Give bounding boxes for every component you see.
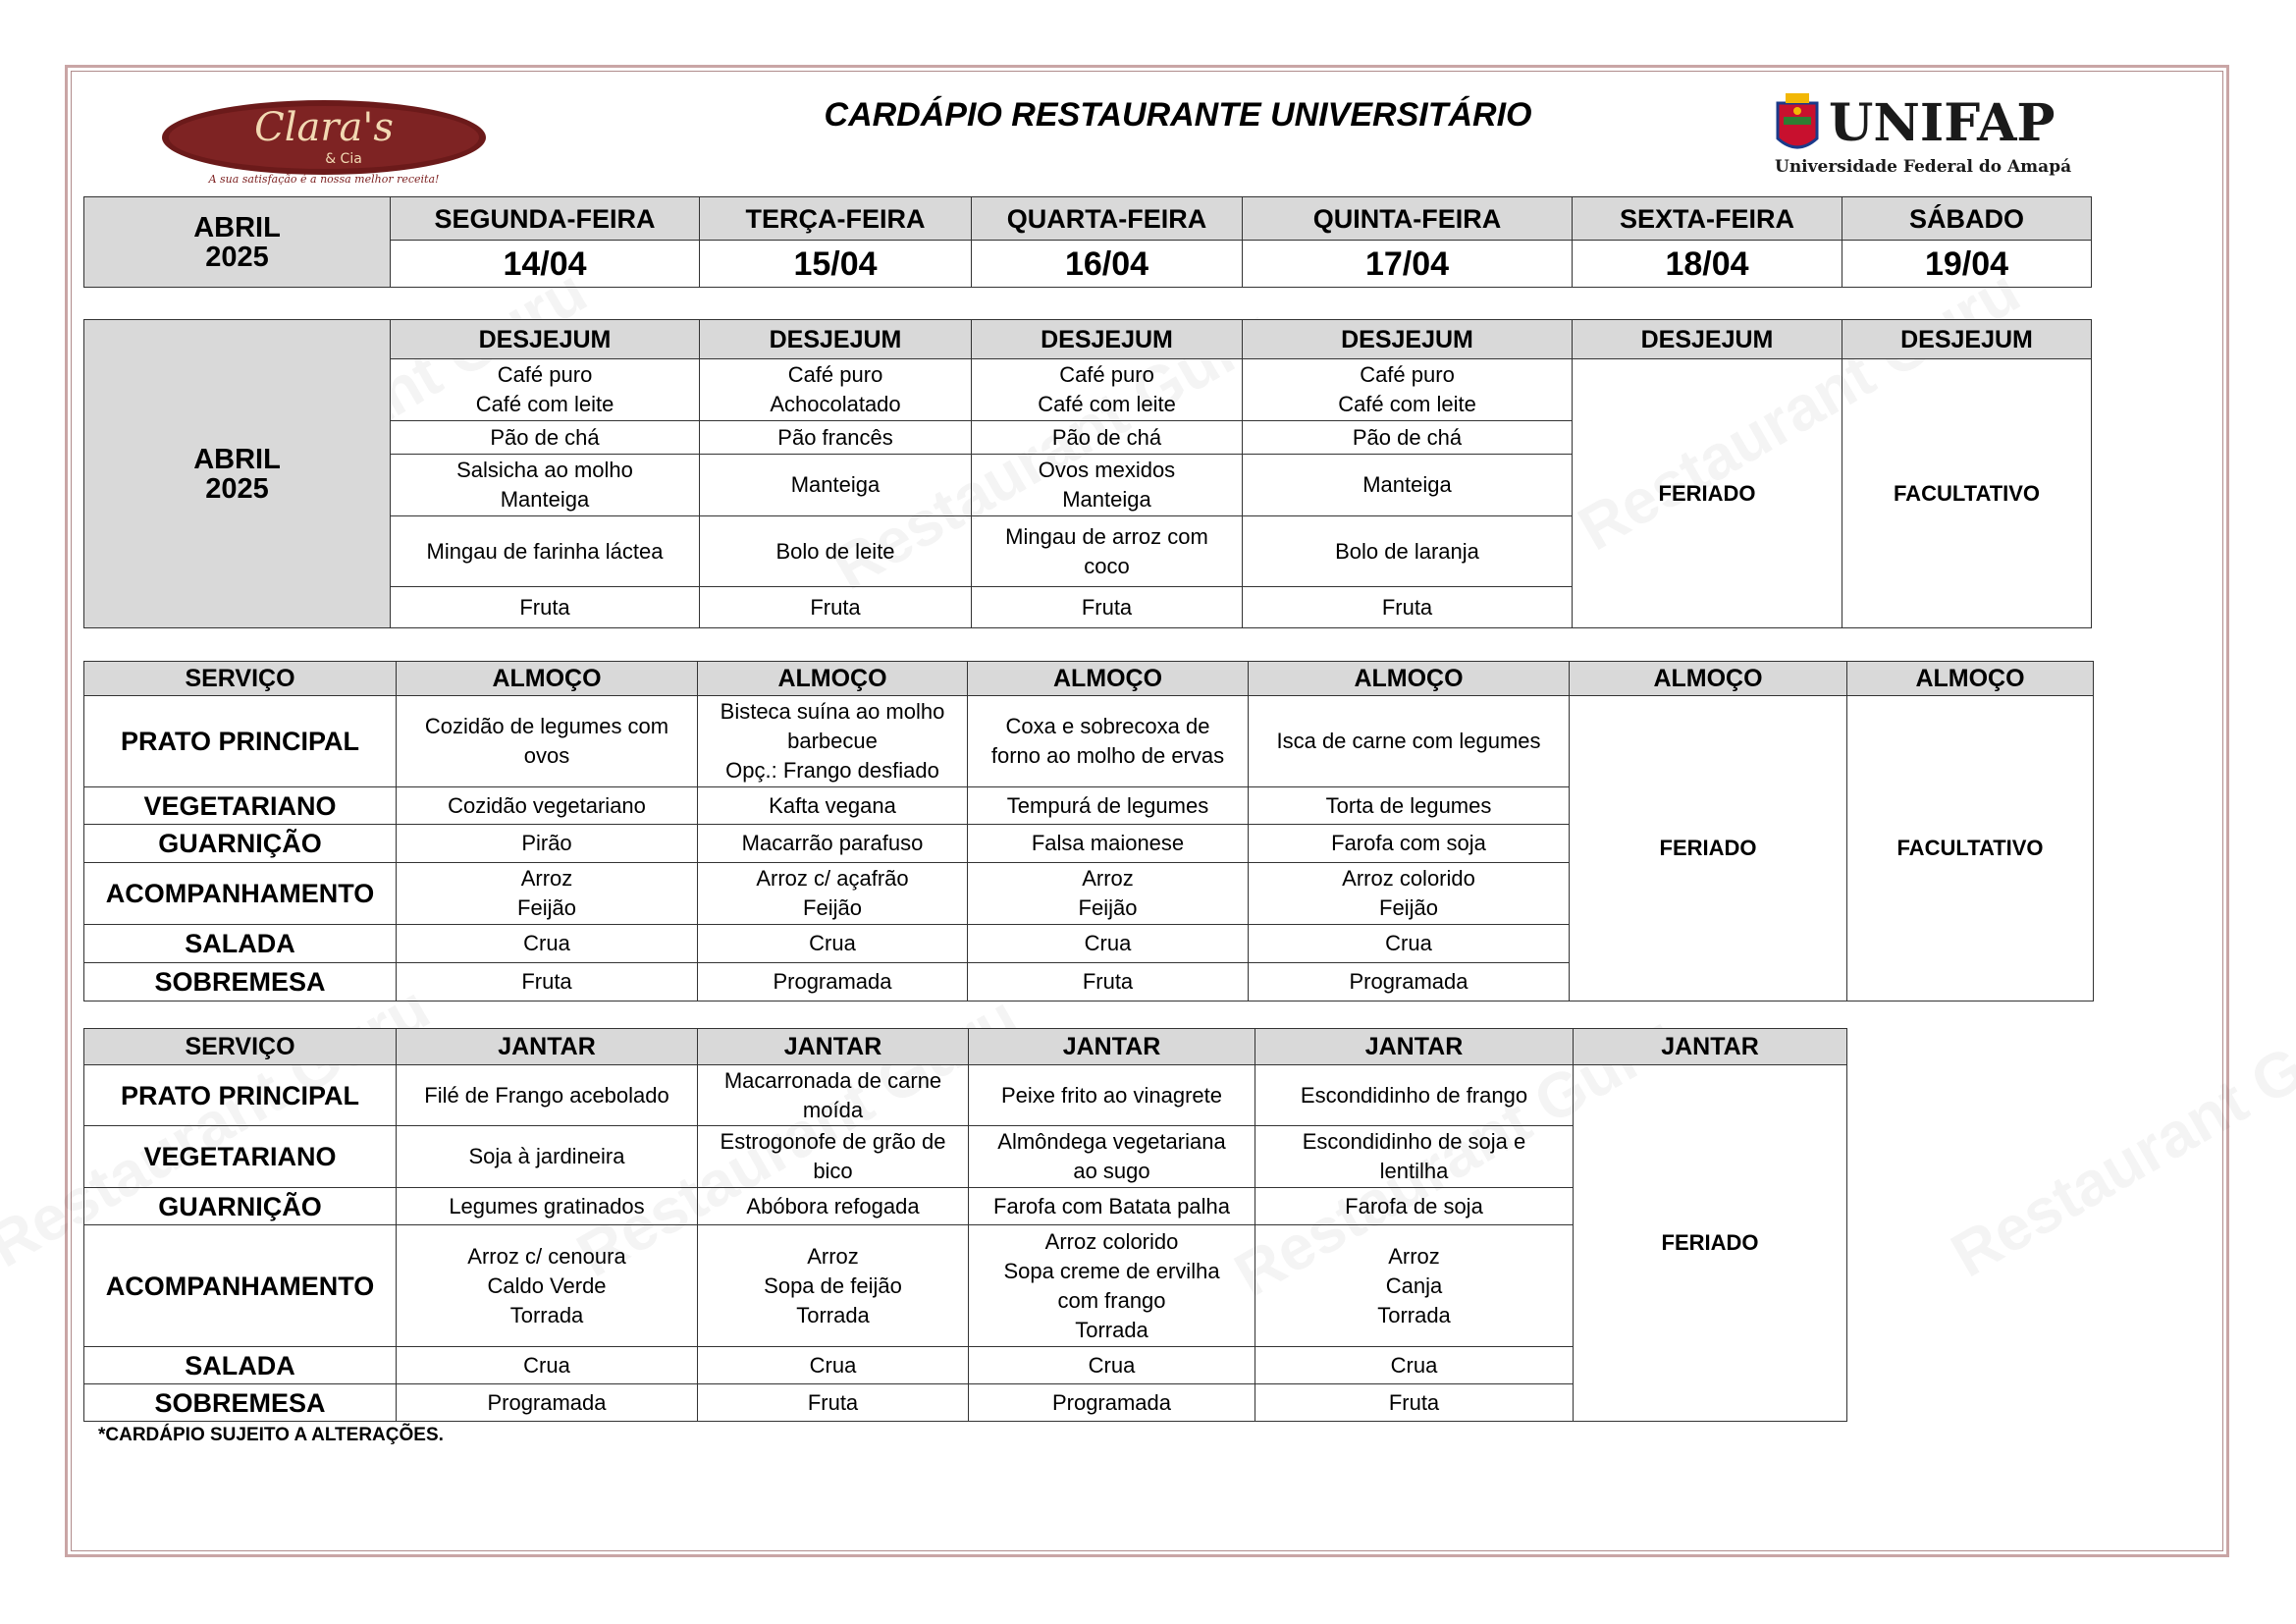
menu-item-text: Coxa e sobrecoxa de — [1005, 714, 1210, 738]
menu-cell — [397, 1065, 698, 1126]
menu-cell — [1249, 696, 1570, 787]
dinner-header: JANTAR — [1255, 1029, 1574, 1065]
menu-item-text: Arroz — [807, 1243, 859, 1269]
menu-item-text: Manteiga — [1362, 472, 1452, 497]
menu-cell — [1243, 421, 1573, 455]
logo-name: Clara's — [254, 105, 394, 150]
menu-item-text: Sopa de feijão — [764, 1272, 902, 1298]
dinner-table — [83, 1028, 1847, 1422]
menu-item-text: Crua — [1088, 1352, 1136, 1378]
menu-item-text: Café com leite — [1038, 392, 1176, 416]
menu-cell — [1249, 925, 1570, 963]
menu-cell — [1255, 1347, 1574, 1384]
logo-unifap: UNIFAP — [1829, 93, 2056, 153]
menu-item-text: Escondidinho de frango — [1300, 1082, 1528, 1108]
menu-item-text: Estrogonofe de grão de — [720, 1129, 946, 1154]
footer-note: *CARDÁPIO SUJEITO A ALTERAÇÕES. — [98, 1425, 444, 1445]
menu-item-text: Mingau de arroz com — [1005, 523, 1208, 549]
menu-item-text: Bisteca suína ao molho — [720, 699, 945, 724]
menu-item-text: Crua — [809, 931, 856, 955]
day-date: 19/04 — [1842, 241, 2092, 288]
menu-item-text: Fruta — [521, 969, 572, 994]
menu-item-text: Farofa de soja — [1345, 1193, 1483, 1218]
menu-cell — [969, 1126, 1255, 1188]
friday-holiday: FERIADO — [1574, 1065, 1847, 1422]
menu-item-text: Feijão — [1078, 895, 1138, 920]
menu-item-text: Torrada — [1377, 1302, 1451, 1327]
menu-cell — [397, 696, 698, 787]
day-name: QUINTA-FEIRA — [1243, 197, 1573, 241]
day-name: TERÇA-FEIRA — [700, 197, 972, 241]
week-header-table — [83, 196, 2092, 288]
claras-logo — [157, 96, 491, 185]
menu-item-text: Pão de chá — [490, 424, 600, 450]
menu-cell — [968, 825, 1249, 863]
menu-item-text: Programada — [1349, 969, 1468, 994]
breakfast-header: DESJEJUM — [1243, 320, 1573, 359]
row-label: VEGETARIANO — [84, 787, 397, 825]
menu-item-text: Pão francês — [777, 424, 893, 450]
menu-item-text: moída — [802, 1097, 864, 1122]
row-label: SALADA — [84, 925, 397, 963]
lunch-table — [83, 661, 2094, 1001]
menu-item-text: Abóbora refogada — [746, 1193, 920, 1218]
menu-item-text: Pirão — [521, 831, 572, 855]
menu-cell — [972, 455, 1243, 516]
menu-item-text: Feijão — [1379, 895, 1438, 920]
menu-cell — [1249, 825, 1570, 863]
menu-cell — [968, 925, 1249, 963]
menu-cell — [700, 359, 972, 421]
day-name: SEGUNDA-FEIRA — [391, 197, 700, 241]
menu-cell — [1243, 516, 1573, 587]
lunch-header: ALMOÇO — [1249, 662, 1570, 696]
menu-item-text: Arroz colorido — [1342, 866, 1475, 891]
menu-item-text: Ovos mexidos — [1038, 458, 1176, 482]
breakfast-header: DESJEJUM — [1842, 320, 2092, 359]
menu-cell — [969, 1347, 1255, 1384]
lunch-header: ALMOÇO — [397, 662, 698, 696]
menu-item-text: forno ao molho de ervas — [990, 743, 1225, 768]
menu-item-text: Peixe frito ao vinagrete — [1000, 1082, 1223, 1108]
menu-item-text: Bolo de leite — [775, 538, 895, 564]
menu-cell — [1255, 1384, 1574, 1422]
menu-cell — [968, 696, 1249, 787]
menu-item-text: com frango — [1057, 1287, 1166, 1313]
menu-cell — [969, 1225, 1255, 1347]
menu-item-text: Cozidão vegetariano — [448, 792, 646, 818]
menu-item-text: Macarronada de carne — [723, 1067, 942, 1093]
menu-item-text: Soja à jardineira — [468, 1144, 625, 1168]
menu-cell — [968, 963, 1249, 1001]
menu-cell — [698, 696, 968, 787]
menu-cell — [968, 863, 1249, 925]
menu-item-text: Arroz c/ cenoura — [467, 1243, 626, 1269]
menu-cell — [397, 1225, 698, 1347]
menu-item-text: Opç.: Frango desfiado — [725, 758, 939, 783]
menu-cell — [1249, 787, 1570, 825]
breakfast-header: DESJEJUM — [700, 320, 972, 359]
menu-item-text: Arroz c/ açafrão — [756, 866, 909, 891]
menu-item-text: Fruta — [1381, 594, 1433, 620]
menu-cell — [397, 863, 698, 925]
logo-slogan: A sua satisfação é a nossa melhor receita! — [208, 173, 440, 185]
lunch-header: ALMOÇO — [1570, 662, 1847, 696]
menu-item-text: Mingau de farinha láctea — [426, 538, 664, 564]
row-label: GUARNIÇÃO — [84, 825, 397, 863]
menu-cell — [700, 587, 972, 628]
row-label: SOBREMESA — [84, 1384, 397, 1422]
menu-cell — [391, 421, 700, 455]
menu-cell — [698, 787, 968, 825]
menu-cell — [397, 963, 698, 1001]
menu-cell — [969, 1384, 1255, 1422]
menu-item-text: Almôndega vegetariana — [997, 1129, 1226, 1154]
day-name: QUARTA-FEIRA — [972, 197, 1243, 241]
service-header: SERVIÇO — [84, 1029, 397, 1065]
menu-cell — [698, 1347, 969, 1384]
menu-item-text: lentilha — [1379, 1159, 1449, 1183]
menu-cell — [698, 963, 968, 1001]
menu-item-text: Fruta — [807, 1389, 859, 1415]
menu-item-text: Crua — [523, 1352, 570, 1378]
menu-cell — [397, 925, 698, 963]
menu-cell — [391, 516, 700, 587]
dinner-header: JANTAR — [397, 1029, 698, 1065]
row-label: SALADA — [84, 1347, 397, 1384]
row-label: PRATO PRINCIPAL — [84, 1065, 397, 1126]
friday-holiday: FERIADO — [1573, 359, 1842, 628]
row-label: PRATO PRINCIPAL — [84, 696, 397, 787]
menu-cell — [698, 1126, 969, 1188]
lunch-header: ALMOÇO — [698, 662, 968, 696]
menu-item-text: Torrada — [509, 1302, 584, 1327]
row-label: GUARNIÇÃO — [84, 1188, 397, 1225]
menu-item-text: Feijão — [517, 895, 576, 920]
menu-cell — [1249, 963, 1570, 1001]
menu-item-text: Pão de chá — [1352, 424, 1463, 450]
menu-cell — [700, 455, 972, 516]
menu-cell — [391, 455, 700, 516]
day-date: 18/04 — [1573, 241, 1842, 288]
breakfast-header: DESJEJUM — [1573, 320, 1842, 359]
menu-item-text: Crua — [1084, 931, 1132, 955]
menu-item-text: Caldo Verde — [487, 1272, 607, 1298]
menu-item-text: Arroz — [1082, 866, 1134, 891]
menu-item-text: bico — [813, 1159, 853, 1183]
menu-cell — [397, 1384, 698, 1422]
menu-cell — [1243, 455, 1573, 516]
menu-item-text: barbecue — [787, 729, 878, 753]
breakfast-table — [83, 319, 2092, 628]
menu-cell — [391, 359, 700, 421]
menu-item-text: Isca de carne com legumes — [1276, 729, 1541, 753]
dinner-header: JANTAR — [969, 1029, 1255, 1065]
menu-item-text: Pão de chá — [1051, 424, 1162, 450]
menu-item-text: Café puro — [1360, 362, 1455, 387]
week-label: ABRIL 2025 — [84, 197, 391, 288]
menu-cell — [972, 359, 1243, 421]
menu-cell — [972, 516, 1243, 587]
day-name: SÁBADO — [1842, 197, 2092, 241]
menu-item-text: Manteiga — [1062, 487, 1151, 512]
breakfast-header: DESJEJUM — [972, 320, 1243, 359]
menu-item-text: Café puro — [497, 362, 593, 387]
day-date: 14/04 — [391, 241, 700, 288]
menu-item-text: Sopa creme de ervilha — [1003, 1258, 1220, 1283]
day-date: 15/04 — [700, 241, 972, 288]
logo-unifap-sub: Universidade Federal do Amapá — [1775, 157, 2072, 177]
dinner-header: JANTAR — [1574, 1029, 1847, 1065]
menu-item-text: Fruta — [1082, 969, 1134, 994]
menu-cell — [397, 1126, 698, 1188]
menu-item-text: Crua — [1390, 1352, 1438, 1378]
menu-cell — [698, 863, 968, 925]
menu-item-text: Crua — [809, 1352, 857, 1378]
row-label: SOBREMESA — [84, 963, 397, 1001]
menu-item-text: Café puro — [787, 362, 883, 387]
row-label: ACOMPANHAMENTO — [84, 863, 397, 925]
dinner-header: JANTAR — [698, 1029, 969, 1065]
menu-item-text: Crua — [1385, 931, 1432, 955]
menu-item-text: Arroz colorido — [1044, 1228, 1179, 1254]
menu-cell — [972, 587, 1243, 628]
menu-item-text: Farofa com Batata palha — [993, 1193, 1230, 1218]
menu-cell — [1255, 1126, 1574, 1188]
menu-cell — [391, 587, 700, 628]
friday-holiday: FERIADO — [1570, 696, 1847, 1001]
menu-item-text: Farofa com soja — [1331, 831, 1486, 855]
menu-item-text: Torta de legumes — [1325, 792, 1492, 818]
menu-cell — [972, 421, 1243, 455]
menu-cell — [698, 825, 968, 863]
menu-cell — [1255, 1188, 1574, 1225]
menu-item-text: Arroz — [1388, 1243, 1440, 1269]
saturday-optional: FACULTATIVO — [1842, 359, 2092, 628]
service-header: SERVIÇO — [84, 662, 397, 696]
menu-item-text: Café com leite — [1338, 392, 1476, 416]
menu-item-text: Feijão — [803, 895, 862, 920]
menu-item-text: Escondidinho de soja e — [1302, 1129, 1526, 1154]
menu-cell — [397, 825, 698, 863]
lunch-header: ALMOÇO — [968, 662, 1249, 696]
menu-item-text: Fruta — [519, 594, 570, 620]
saturday-optional: FACULTATIVO — [1847, 696, 2094, 1001]
menu-item-text: Filé de Frango acebolado — [424, 1082, 669, 1108]
menu-item-text: Macarrão parafuso — [741, 831, 924, 855]
menu-item-text: ovos — [523, 743, 570, 768]
menu-item-text: Fruta — [1388, 1389, 1440, 1415]
row-label: ACOMPANHAMENTO — [84, 1225, 397, 1347]
menu-cell — [1255, 1225, 1574, 1347]
menu-item-text: Manteiga — [790, 472, 881, 497]
menu-item-text: Café com leite — [475, 392, 614, 416]
menu-cell — [968, 787, 1249, 825]
menu-item-text: Torrada — [796, 1302, 870, 1327]
menu-cell — [969, 1188, 1255, 1225]
menu-cell — [698, 1384, 969, 1422]
menu-item-text: Programada — [487, 1389, 607, 1415]
menu-cell — [700, 516, 972, 587]
unifap-logo — [1772, 83, 2110, 182]
logo-sub: & Cia — [325, 151, 362, 167]
menu-item-text: Tempurá de legumes — [1006, 792, 1209, 818]
menu-item-text: Kafta vegana — [769, 792, 896, 818]
crest-icon — [1778, 93, 1817, 147]
menu-cell — [698, 925, 968, 963]
menu-cell — [397, 1188, 698, 1225]
menu-cell — [969, 1065, 1255, 1126]
breakfast-month-label: ABRIL 2025 — [84, 320, 391, 628]
menu-item-text: Cozidão de legumes com — [424, 714, 669, 738]
day-date: 17/04 — [1243, 241, 1573, 288]
menu-cell — [698, 1065, 969, 1126]
menu-cell — [397, 1347, 698, 1384]
row-label: VEGETARIANO — [84, 1126, 397, 1188]
page-title: CARDÁPIO RESTAURANTE UNIVERSITÁRIO — [824, 96, 1532, 134]
menu-item-text: Café puro — [1059, 362, 1154, 387]
menu-item-text: ao sugo — [1073, 1159, 1150, 1183]
menu-item-text: Programada — [773, 969, 892, 994]
menu-item-text: Crua — [523, 931, 570, 955]
menu-cell — [1255, 1065, 1574, 1126]
menu-item-text: Canja — [1385, 1272, 1443, 1298]
menu-cell — [700, 421, 972, 455]
menu-cell — [397, 787, 698, 825]
menu-item-text: Manteiga — [500, 487, 590, 512]
menu-item-text: coco — [1084, 553, 1130, 578]
menu-cell — [698, 1225, 969, 1347]
menu-item-text: Arroz — [520, 866, 573, 891]
menu-item-text: Torrada — [1075, 1317, 1148, 1342]
menu-item-text: Salsicha ao molho — [456, 458, 633, 482]
menu-item-text: Falsa maionese — [1031, 831, 1185, 855]
breakfast-header: DESJEJUM — [391, 320, 700, 359]
menu-item-text: Fruta — [1081, 594, 1133, 620]
menu-cell — [698, 1188, 969, 1225]
menu-item-text: Fruta — [810, 594, 861, 620]
menu-cell — [1243, 359, 1573, 421]
day-date: 16/04 — [972, 241, 1243, 288]
menu-item-text: Bolo de laranja — [1335, 538, 1479, 564]
lunch-header: ALMOÇO — [1847, 662, 2094, 696]
menu-cell — [1243, 587, 1573, 628]
menu-item-text: Legumes gratinados — [449, 1193, 645, 1218]
menu-cell — [1249, 863, 1570, 925]
menu-item-text: Achocolatado — [770, 392, 901, 416]
day-name: SEXTA-FEIRA — [1573, 197, 1842, 241]
menu-item-text: Programada — [1051, 1389, 1172, 1415]
